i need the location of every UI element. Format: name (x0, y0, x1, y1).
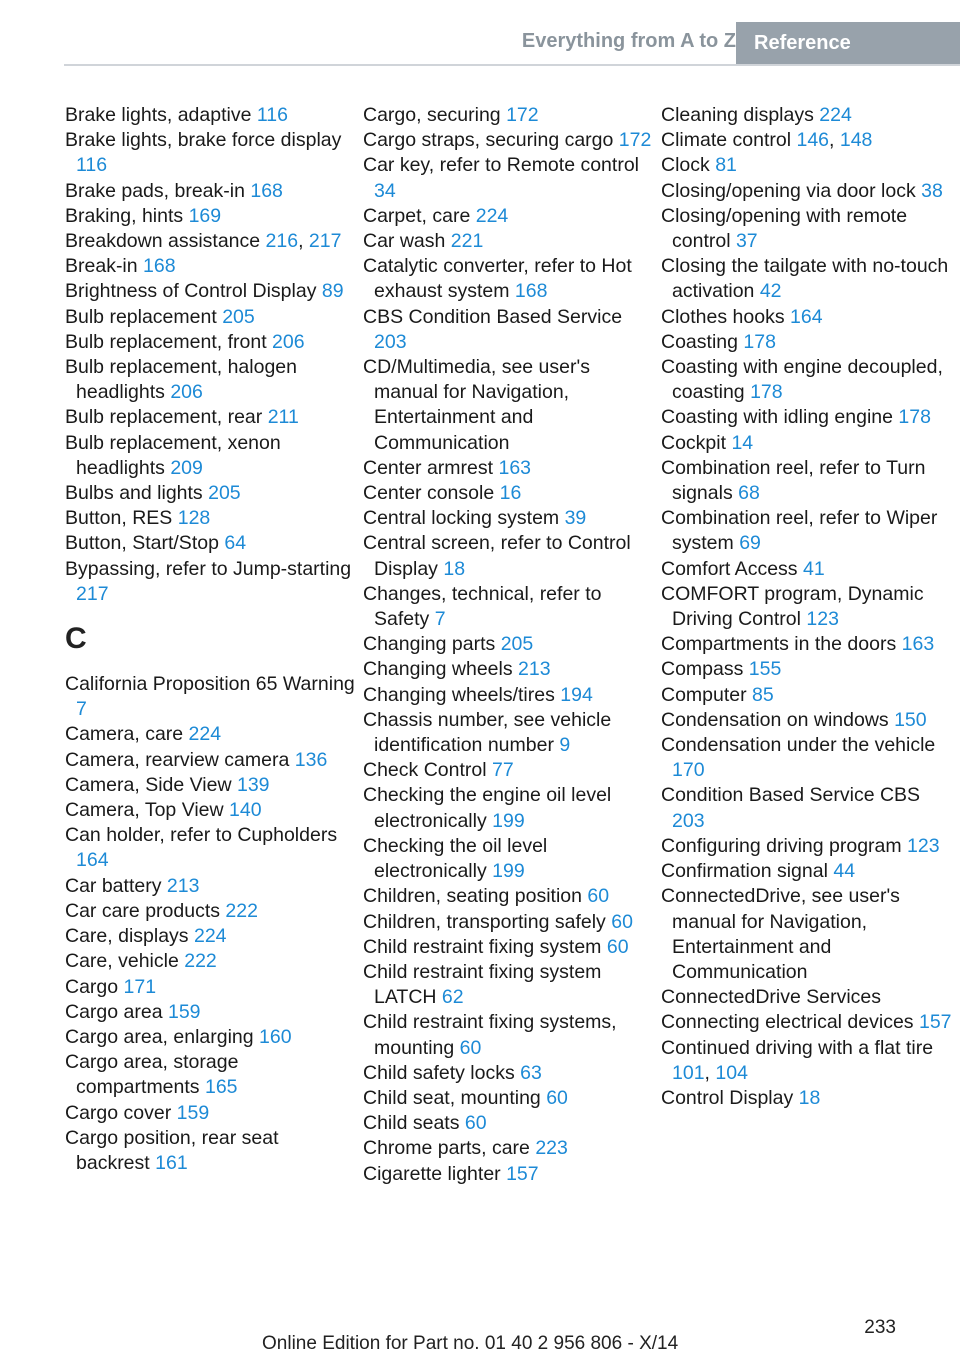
page-reference-link[interactable]: 63 (520, 1061, 542, 1084)
page-reference-link[interactable]: 89 (321, 280, 344, 303)
index-entry-text: Break-in (65, 255, 138, 278)
index-entry (65, 204, 355, 229)
page-reference-link[interactable]: 224 (188, 723, 222, 746)
index-entry (661, 708, 956, 733)
page-reference-link[interactable]: 171 (123, 975, 157, 998)
page-reference-link[interactable]: 205 (222, 305, 255, 328)
page-reference-link[interactable]: 199 (492, 809, 525, 832)
index-entry-text: Closing/opening via door lock (661, 179, 916, 202)
index-entry (65, 823, 355, 873)
index-entry (65, 722, 355, 747)
index-entry (65, 405, 355, 430)
index-entry (363, 657, 653, 682)
index-entry-text: Child restraint fixing systems, mounting (363, 1011, 617, 1059)
index-entry (661, 179, 956, 204)
index-entry (661, 683, 956, 708)
index-entry-text: Bulb replacement (65, 305, 217, 328)
index-entry-text: CD/Multimedia, see user's manual for Navigation, Entertainment and Communication (363, 356, 590, 454)
index-entry-text: Camera, Top View (65, 799, 224, 822)
chapter-tab: Reference (736, 22, 960, 64)
index-entry: Climate control 146, 148 (661, 129, 873, 152)
index-entry-text: Carpet, care (363, 204, 471, 227)
index-entry (363, 708, 653, 758)
index-entry-text: Closing the tailgate with no-touch activation (661, 255, 949, 303)
index-entry-text: Cargo area, storage compartments (65, 1051, 239, 1099)
page-reference-link[interactable]: 221 (450, 230, 484, 253)
page-reference-link[interactable]: 206 (272, 330, 305, 353)
page-reference-link[interactable]: 168 (250, 179, 283, 202)
index-entry (363, 254, 653, 304)
index-entry-text: Condensation under the vehicle (661, 734, 936, 757)
index-entry-text: Central locking system (363, 507, 560, 530)
index-entry-text: Check Control (363, 759, 487, 782)
page-reference-link[interactable]: 163 (498, 456, 532, 479)
index-entry (363, 960, 653, 1010)
index-entry (65, 975, 355, 1000)
index-entry-text: Care, displays (65, 925, 189, 948)
index-entry (65, 431, 355, 481)
index-entry (363, 582, 653, 632)
index-entry (363, 783, 653, 833)
index-entry (363, 1086, 653, 1111)
index-entry-text: Changing wheels (363, 658, 513, 681)
index-entry-text: Closing/opening with remote control (661, 204, 908, 253)
page-reference-link[interactable]: 136 (294, 748, 328, 771)
page-reference-link[interactable]: 9 (559, 734, 571, 757)
index-entry-text: Camera, rearview camera (65, 748, 290, 771)
page-reference-link[interactable]: 123 (907, 834, 940, 857)
page-reference-link[interactable]: 60 (464, 1112, 487, 1135)
page-reference-link[interactable]: 169 (188, 204, 222, 227)
index-entry-text: Car battery (65, 874, 162, 897)
page-reference-link[interactable]: 159 (167, 1000, 201, 1023)
edition-note: Online Edition for Part no. 01 40 2 956 806 - X/14 (262, 1333, 679, 1354)
page-reference-link[interactable]: 44 (833, 860, 856, 883)
index-entry-text: Changing wheels/tires (363, 683, 555, 706)
index-entry (661, 153, 956, 178)
index-entry-text: Breakdown assistance (65, 230, 261, 253)
page-reference-link[interactable]: 205 (208, 482, 241, 505)
index-entry-text: ConnectedDrive Services (661, 986, 882, 1009)
page-reference-link[interactable]: 216 (265, 230, 299, 253)
page-reference-link[interactable]: 18 (443, 557, 466, 580)
index-entry-text: Cargo position, rear seat backrest (65, 1126, 279, 1174)
page-reference-link[interactable]: 116 (256, 104, 288, 126)
index-entry-text: Connecting electrical devices (661, 1011, 914, 1034)
page-reference-link[interactable]: 205 (500, 633, 534, 656)
index-entry-text: COMFORT program, Dynamic Driving Control (661, 582, 924, 631)
page-reference-link[interactable]: 163 (901, 633, 935, 656)
page-reference-link[interactable]: 41 (802, 557, 825, 580)
page-reference-link[interactable]: 101 (672, 1061, 705, 1084)
index-entry (661, 985, 956, 1010)
index-entry-text: Car key, refer to Remote control (363, 154, 639, 177)
page-reference-link[interactable]: 160 (259, 1025, 292, 1048)
index-entry-text: Camera, Side View (65, 773, 232, 796)
index-entry (363, 531, 653, 581)
index-entry (363, 153, 653, 203)
index-entry (65, 874, 355, 899)
index-entry (363, 355, 653, 456)
index-entry (363, 884, 653, 909)
index-entry (363, 204, 653, 229)
page-reference-link[interactable]: 60 (611, 910, 633, 933)
index-entry (65, 798, 355, 823)
index-entry-text: Camera, care (65, 723, 184, 746)
index-entry (363, 758, 653, 783)
page-reference-link[interactable]: 85 (752, 683, 774, 706)
index-entry-text: Cargo area, enlarging (65, 1025, 254, 1048)
index-entry (363, 103, 653, 128)
page-reference-link[interactable]: 170 (672, 759, 705, 782)
index-entry-text: Catalytic converter, refer to Hot exhaust system (363, 255, 632, 303)
index-entry (363, 910, 653, 935)
index-entry (65, 1101, 355, 1126)
page-reference-link[interactable]: 222 (225, 899, 258, 922)
index-entry (661, 1010, 956, 1035)
page-reference-link[interactable]: 34 (374, 179, 396, 202)
index-entry-text: Central screen, refer to Control Display (363, 532, 631, 580)
page-reference-link[interactable]: 161 (155, 1151, 188, 1174)
index-entry (661, 355, 956, 405)
index-entry-text: Brake pads, break-in (65, 179, 245, 202)
page-reference-link[interactable]: 155 (748, 658, 782, 681)
page-reference-link[interactable]: 157 (506, 1162, 539, 1185)
index-entry (661, 783, 956, 833)
index-entry (363, 1162, 653, 1187)
index-entry-text: Compass (661, 658, 744, 681)
index-entry (363, 481, 653, 506)
index-entry-text: Checking the oil level electronically (363, 834, 548, 883)
index-entry (363, 506, 653, 531)
index-entry (65, 899, 355, 924)
page-reference-link[interactable]: 139 (236, 773, 270, 796)
index-entry-text: Button, RES (65, 507, 173, 530)
index-entry-text: Bulb replacement, front (65, 330, 267, 353)
page-reference-link[interactable]: 199 (492, 860, 525, 883)
page-reference-link[interactable]: 217 (308, 230, 342, 253)
index-entry (65, 773, 355, 798)
page-reference-link[interactable]: 209 (170, 456, 203, 479)
page-reference-link[interactable]: 150 (894, 708, 927, 731)
index-entry (65, 557, 355, 607)
page-reference-link[interactable]: 60 (459, 1036, 482, 1059)
index-entry (65, 179, 355, 204)
page-reference-link[interactable]: 148 (839, 129, 873, 152)
page-reference-link[interactable]: 69 (739, 532, 761, 555)
page-reference-link[interactable]: 178 (898, 406, 931, 429)
index-entry-text: Changing parts (363, 633, 496, 656)
index-entry (661, 884, 956, 985)
index-entry (65, 254, 355, 279)
index-entry (661, 1086, 956, 1111)
page-reference-link[interactable]: 164 (790, 305, 823, 328)
index-entry (661, 859, 956, 884)
page-reference-link[interactable]: 18 (798, 1086, 821, 1109)
page-reference-link[interactable]: 159 (176, 1101, 210, 1124)
index-entry (65, 748, 355, 773)
index-entry (363, 456, 653, 481)
index-entry (65, 1000, 355, 1025)
index-entry (363, 1136, 653, 1161)
index-entry-text: Condensation on windows (661, 708, 889, 731)
index-entry (661, 305, 956, 330)
page-reference-link[interactable]: 116 (76, 154, 108, 177)
index-entry-text: Bypassing, refer to Jump-starting (65, 557, 352, 580)
index-entry (363, 1111, 653, 1136)
index-entry-text: Brightness of Control Display (65, 280, 317, 303)
page-reference-link[interactable]: 64 (224, 532, 247, 555)
index-entry (65, 355, 355, 405)
index-entry-text: Child restraint fixing system (363, 935, 602, 958)
index-entry-text: Cargo, securing (363, 104, 501, 126)
index-entry-text: Chassis number, see vehicle identification number (363, 708, 612, 757)
page-reference-link[interactable]: 164 (76, 849, 109, 872)
page-reference-link[interactable]: 224 (193, 925, 227, 948)
index-entry (65, 531, 355, 556)
index-entry (363, 1010, 653, 1060)
page-reference-link[interactable]: 194 (560, 683, 593, 706)
page-number: 233 (864, 1317, 896, 1338)
page-reference-link[interactable]: 60 (587, 885, 610, 908)
page-reference-link[interactable]: 123 (806, 608, 839, 631)
index-entry-text: Checking the engine oil level electronically (363, 784, 612, 832)
index-entry-text: Cargo area (65, 1000, 163, 1023)
index-entry (65, 1025, 355, 1050)
index-column-1 (65, 103, 355, 1176)
index-entry (65, 506, 355, 531)
index-entry-text: Compartments in the doors (661, 633, 897, 656)
page-reference-link[interactable]: 217 (76, 582, 109, 605)
index-entry-text: Care, vehicle (65, 950, 179, 973)
page-reference-link[interactable]: 14 (731, 431, 754, 454)
index-entry-text: Center armrest (363, 456, 494, 479)
index-entry-text: Chrome parts, care (363, 1137, 530, 1160)
index-entry (661, 330, 956, 355)
index-entry-text: Condition Based Service CBS (661, 784, 921, 807)
index-entry-text: Clothes hooks (661, 305, 785, 328)
index-entry: Breakdown assistance 216, 217 (65, 230, 342, 253)
index-entry-text: Braking, hints (65, 204, 184, 227)
index-entry-text: Cargo straps, securing cargo (363, 129, 614, 152)
page-reference-link[interactable]: 81 (715, 154, 737, 177)
page-reference-link[interactable]: 39 (564, 507, 587, 530)
index-entry-text: Combination reel, refer to Wiper system (661, 507, 938, 555)
index-entry-text: Combination reel, refer to Turn signals (661, 456, 926, 505)
index-entry-text: Climate control (661, 129, 792, 152)
index-entry-text: Coasting with idling engine (661, 406, 893, 429)
index-entry-text: Coasting with engine decoupled, coasting (661, 356, 943, 404)
page-reference-link[interactable]: 224 (819, 104, 852, 126)
index-entry-text: Brake lights, brake force display (65, 129, 342, 152)
index-entry-text: Changes, technical, refer to Safety (363, 582, 602, 631)
page-reference-link[interactable]: 211 (267, 406, 299, 429)
page-reference-link[interactable]: 7 (434, 608, 446, 631)
index-entry (661, 557, 956, 582)
page-reference-link[interactable]: 224 (475, 204, 509, 227)
page-reference-link[interactable]: 172 (618, 129, 652, 152)
index-entry (661, 431, 956, 456)
index-entry-text: Button, Start/Stop (65, 532, 219, 555)
index-entry (65, 305, 355, 330)
index-letter-heading: C (65, 622, 87, 656)
index-entry (661, 405, 956, 430)
index-entry (661, 582, 956, 632)
index-entry (363, 229, 653, 254)
page-reference-link[interactable]: 172 (506, 104, 539, 126)
index-entry-text: CBS Condition Based Service (363, 305, 623, 328)
page-reference-link[interactable]: 178 (743, 330, 776, 353)
index-entry-text: Control Display (661, 1086, 794, 1109)
index-entry (65, 949, 355, 974)
page-reference-link[interactable]: 223 (535, 1137, 568, 1160)
page-reference-link[interactable]: 203 (672, 809, 705, 832)
index-entry (661, 506, 956, 556)
page-reference-link[interactable]: 38 (921, 179, 943, 202)
page-reference-link[interactable]: 128 (177, 507, 211, 530)
index-entry (65, 330, 355, 355)
index-entry-text: Center console (363, 482, 495, 505)
page-reference-link[interactable]: 140 (229, 799, 262, 822)
index-entry-text: Computer (661, 683, 747, 706)
page-reference-link[interactable]: 42 (759, 280, 782, 303)
index-entry (363, 305, 653, 355)
index-entry (363, 128, 653, 153)
index-entry-text: ConnectedDrive, see user's manual for Navigation, Entertainment and Communication (661, 885, 900, 983)
index-entry (65, 1050, 355, 1100)
index-entry: Continued driving with a flat tire 101, 104 (661, 1036, 934, 1084)
index-entry (65, 103, 355, 128)
index-entry (661, 204, 956, 254)
index-entry-text: Car wash (363, 230, 446, 253)
page-reference-link[interactable]: 222 (184, 950, 217, 973)
page-reference-link[interactable]: 16 (499, 482, 522, 505)
index-entry-text: Bulb replacement, halogen headlights (65, 356, 297, 404)
index-entry (661, 632, 956, 657)
index-entry-text: Cargo (65, 975, 119, 998)
index-entry (661, 657, 956, 682)
index-column-3 (661, 103, 956, 1111)
index-entry-text: Cigarette lighter (363, 1162, 501, 1185)
page-reference-link[interactable]: 60 (606, 935, 629, 958)
index-entry-text: Child seat, mounting (363, 1086, 541, 1109)
index-entry (65, 279, 355, 304)
index-entry-text: Bulb replacement, xenon headlights (65, 431, 281, 479)
page-reference-link[interactable]: 104 (715, 1061, 748, 1084)
page-reference-link[interactable]: 62 (441, 986, 464, 1009)
index-entry-text: Children, transporting safely (363, 910, 606, 933)
index-column-2 (363, 103, 653, 1187)
page-reference-link[interactable]: 7 (76, 698, 87, 721)
index-entry-text: Children, seating position (363, 885, 582, 908)
page-reference-link[interactable]: 60 (546, 1086, 568, 1109)
page-reference-link[interactable]: 157 (918, 1011, 952, 1034)
index-entry (661, 103, 956, 128)
index-entry-text: Child safety locks (363, 1061, 515, 1084)
index-entry (661, 456, 956, 506)
index-entry (661, 834, 956, 859)
index-entry (363, 834, 653, 884)
index-entry (363, 683, 653, 708)
index-entry-text: Bulb replacement, rear (65, 406, 263, 429)
index-entry-text: Coasting (661, 330, 738, 353)
index-entry-text: Bulbs and lights (65, 482, 203, 505)
index-entry (363, 935, 653, 960)
page-reference-link[interactable]: 77 (491, 759, 514, 782)
section-title: Everything from A to Z (521, 30, 736, 52)
index-entry-text: Car care products (65, 899, 220, 922)
index-entry-text: Cleaning displays (661, 104, 814, 126)
page-reference-link[interactable]: 213 (166, 874, 200, 897)
index-entry (65, 128, 355, 178)
index-entry-text: Continued driving with a flat tire (661, 1036, 934, 1059)
page-reference-link[interactable]: 37 (735, 230, 758, 253)
index-entry-text: California Proposition 65 Warning (65, 673, 355, 696)
page-reference-link[interactable]: 206 (170, 381, 203, 404)
page-reference-link[interactable]: 203 (374, 330, 407, 353)
index-entry-text: Confirmation signal (661, 860, 828, 883)
page-reference-link[interactable]: 146 (796, 129, 830, 152)
page-reference-link[interactable]: 213 (518, 658, 551, 681)
index-entry (65, 481, 355, 506)
page-reference-link[interactable]: 165 (204, 1076, 238, 1099)
index-entry (363, 1061, 653, 1086)
index-entry-text: Configuring driving program (661, 834, 902, 857)
index-entry-text: Cockpit (661, 431, 727, 454)
index-entry (661, 254, 956, 304)
index-entry (363, 632, 653, 657)
index-entry (65, 924, 355, 949)
page-reference-link[interactable]: 178 (750, 381, 783, 404)
index-entry-text: Brake lights, adaptive (65, 104, 252, 126)
index-entry-text: Child restraint fixing system LATCH (363, 960, 602, 1009)
index-entry-text: Can holder, refer to Cupholders (65, 824, 338, 847)
index-entry-text: Comfort Access (661, 557, 798, 580)
index-entry-text: Cargo cover (65, 1101, 172, 1124)
page-reference-link[interactable]: 168 (514, 280, 548, 303)
index-entry (65, 672, 355, 722)
index-entry (661, 733, 956, 783)
page-reference-link[interactable]: 68 (738, 482, 760, 505)
page-reference-link[interactable]: 168 (143, 255, 176, 278)
page-header (64, 22, 960, 66)
index-entry-text: Child seats (363, 1112, 460, 1135)
index-entry-text: Clock (661, 154, 710, 177)
index-entry (65, 1126, 355, 1176)
